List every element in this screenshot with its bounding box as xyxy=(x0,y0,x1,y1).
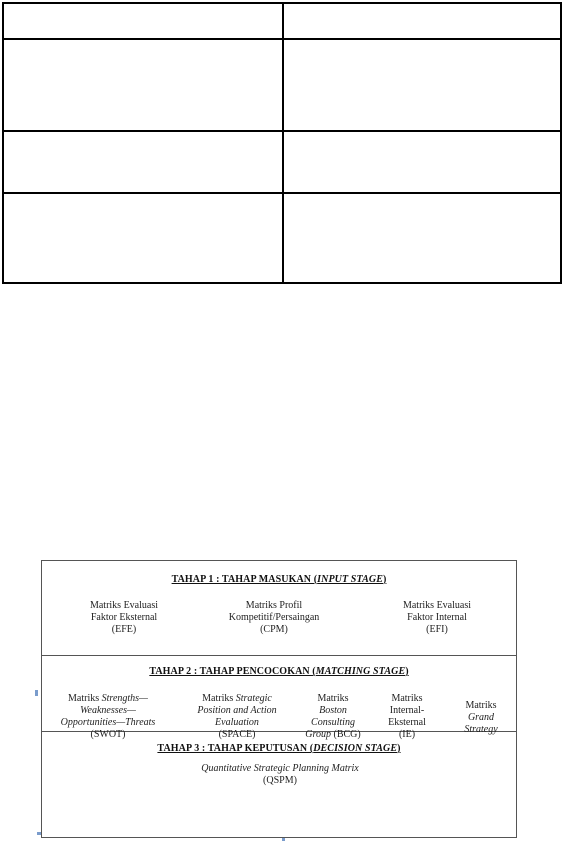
table-row xyxy=(3,193,561,283)
table-row xyxy=(3,131,561,193)
empty-table xyxy=(2,2,562,284)
bcg-matrix-label: Matriks Boston Consulting Group (BCG) xyxy=(305,693,361,740)
table-cell xyxy=(3,3,283,39)
anchor-marker xyxy=(35,690,38,696)
strategy-framework-diagram xyxy=(41,560,517,838)
qspm-matrix-label: Quantitative Strategic Planning Matrix (QSPM) xyxy=(201,763,359,786)
anchor-marker xyxy=(282,838,285,841)
table-row xyxy=(3,3,561,39)
stage2-title: TAHAP 2 : TAHAP PENCOCOKAN (MATCHING STAGE) xyxy=(149,666,409,677)
table-cell xyxy=(283,131,561,193)
stage-matching xyxy=(42,656,516,740)
efi-matrix-label: Matriks Evaluasi Faktor Internal (EFI) xyxy=(402,600,472,635)
table-cell xyxy=(283,3,561,39)
space-matrix-label: Matriks Strategic Position and Action Evaluation (SPACE) xyxy=(197,693,277,740)
stage-decision xyxy=(42,732,516,837)
swot-matrix-label: Matriks Strengths— Weaknesses— Opportunities—Threats (SWOT) xyxy=(60,693,156,740)
table-cell xyxy=(3,39,283,131)
ie-matrix-label: Matriks Internal- Eksternal (IE) xyxy=(388,693,426,740)
table-cell xyxy=(283,193,561,283)
table-row xyxy=(3,39,561,131)
stage-input xyxy=(42,561,516,656)
table-cell xyxy=(3,131,283,193)
anchor-marker xyxy=(37,832,41,835)
table-cell xyxy=(283,39,561,131)
cpm-matrix-label: Matriks Profil Kompetitif/Persaingan (CPM) xyxy=(228,600,320,635)
efe-matrix-label: Matriks Evaluasi Faktor Eksternal (EFE) xyxy=(89,600,159,635)
grand-strategy-matrix-label: Matriks Grand Strategy xyxy=(464,700,498,735)
stage1-title: TAHAP 1 : TAHAP MASUKAN (INPUT STAGE) xyxy=(171,574,387,585)
stage3-title: TAHAP 3 : TAHAP KEPUTUSAN (DECISION STAGE) xyxy=(157,743,401,754)
table-cell xyxy=(3,193,283,283)
